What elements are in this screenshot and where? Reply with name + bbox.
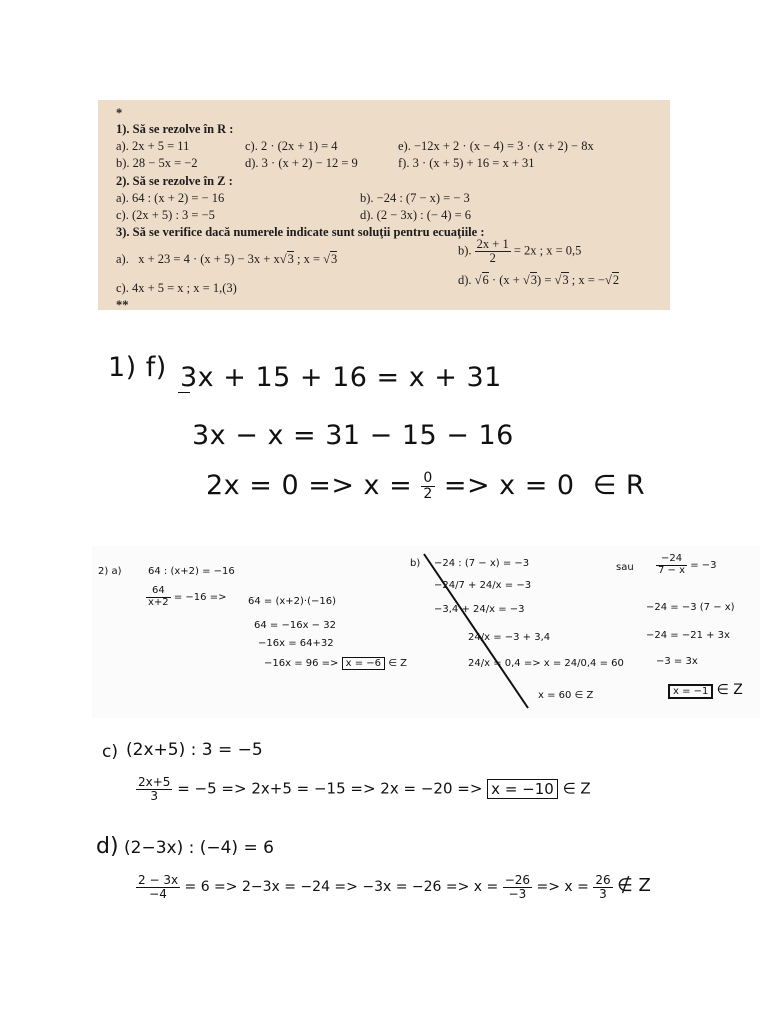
hw2b-sau-fraction <box>656 554 687 576</box>
hw2b-line4: 24/x = −3 + 3,4 <box>468 632 551 643</box>
hw1-label: 1) f) <box>108 352 167 383</box>
hw1-fraction-num: 0 <box>423 470 433 487</box>
equation-2a: a). 64 : (x + 2) = − 16 <box>116 191 225 205</box>
hw3-c-answer-box: x = −10 <box>487 779 558 799</box>
equation-3b <box>458 238 581 265</box>
hw4-d-line2-rest: = 6 => 2−3x = −24 => −3x = −26 => x = <box>184 879 499 896</box>
equation-2c: c). (2x + 5) : 3 = −5 <box>116 208 215 222</box>
hw2b-line3: −3,4 + 24/x = −3 <box>434 604 525 615</box>
hw2a-line4: −16x = 64+32 <box>258 638 334 649</box>
equation-3b-denominator: 2 <box>489 251 496 266</box>
equation-3d: d). √6 · (x + √3) = √3 ; x = −√2 <box>458 273 620 287</box>
equation-3b-rest: = 2x ; x = 0,5 <box>513 243 582 258</box>
equation-3b-numerator: 2x + 1 <box>476 237 509 251</box>
equation-1f: f). 3 · (x + 5) + 16 = x + 31 <box>398 156 535 170</box>
hw2b-sau-fraction-num: −24 <box>656 554 687 566</box>
hw1-line2: 3x − x = 31 − 15 − 16 <box>192 420 514 451</box>
hw2a-fraction <box>146 586 171 608</box>
equation-3d-label: d). <box>458 273 472 287</box>
hw2b-line2: −24/7 + 24/x = −3 <box>434 580 532 591</box>
hw3-c-fraction-den: 3 <box>150 788 159 803</box>
hw2a-line3: 64 = −16x − 32 <box>254 620 336 631</box>
hw1-line3 <box>206 470 645 502</box>
equation-3d-root6: 6 <box>482 273 489 287</box>
hw2b-line1: −24 : (7 − x) = −3 <box>434 558 530 569</box>
hw4-d-label: d) <box>96 834 119 859</box>
hw4-d-fraction2-den: −3 <box>508 886 527 901</box>
hw2b-sau-set: ∈ Z <box>716 682 743 698</box>
star-marker: * <box>116 106 123 120</box>
hw4-d-fraction3-den: 3 <box>599 886 607 901</box>
hw3-c-fraction <box>136 776 172 802</box>
equation-3a-root2: 3 <box>331 252 338 266</box>
hw2a-line5-text: −16x = 96 => <box>264 658 339 669</box>
equation-1c: c). 2 · (2x + 1) = 4 <box>245 139 338 153</box>
hw2a-set: ∈ Z <box>388 658 407 669</box>
textbook-scan <box>98 100 670 310</box>
hw2b-sau-fraction-den: 7 − x <box>658 564 686 576</box>
hw4-d-set: ∉ Z <box>617 875 651 897</box>
hw4-d-arrow: => x = <box>536 879 589 896</box>
hw2a-answer-box: x = −6 <box>342 657 385 670</box>
hw3-c-line2 <box>136 776 591 802</box>
hw1-line3-set: ∈ R <box>592 470 646 501</box>
hw4-d-fraction <box>136 874 180 900</box>
equation-3b-fraction <box>475 238 511 265</box>
equation-3a-sep: ; x = <box>296 252 320 266</box>
hw2a-line5 <box>264 658 407 669</box>
hw3-c-label: c) <box>102 742 118 762</box>
hw4-d-line2 <box>136 874 651 900</box>
equation-3a: a). x + 23 = 4 · (x + 5) − 3x + x√3 ; x = √3 <box>116 252 338 266</box>
hw4-d-fraction-den: −4 <box>149 886 167 901</box>
equation-1d: d). 3 · (x + 2) − 12 = 9 <box>245 156 358 170</box>
hw2a-fraction-num: 64 <box>146 586 171 598</box>
hw2b-sau-line5 <box>668 682 743 698</box>
hw2b-line6: x = 60 ∈ Z <box>538 690 594 701</box>
hw4-d-fraction-num: 2 − 3x <box>138 873 179 887</box>
equation-3d-root3b: 3 <box>562 273 569 287</box>
hw2b-sau-line2: −24 = −3 (7 − x) <box>646 602 735 613</box>
hw4-d-fraction3-num: 26 <box>595 873 611 887</box>
equation-3d-root3: 3 <box>530 273 538 287</box>
hw1-line3-b: => x = 0 <box>443 470 575 501</box>
hw2a-line2-rest: = −16 => <box>173 592 227 603</box>
equation-1a: a). 2x + 5 = 11 <box>116 139 190 153</box>
hw1-underline-mark <box>178 392 190 393</box>
equation-3d-eq: ) = <box>537 273 552 287</box>
equation-3a-root: 3 <box>287 252 294 266</box>
equation-1b: b). 28 − 5x = −2 <box>116 156 198 170</box>
hw3-c-set: ∈ Z <box>562 779 591 798</box>
hw2a-line2b: 64 = (x+2)·(−16) <box>248 596 337 607</box>
equation-3c: c). 4x + 5 = x ; x = 1,(3) <box>116 281 237 295</box>
equation-1e: e). −12x + 2 · (x − 4) = 3 · (x + 2) − 8x <box>398 139 594 153</box>
hw3-c-line2-rest: = −5 => 2x+5 = −15 => 2x = −20 => <box>177 779 483 798</box>
section-1-heading: 1). Să se rezolve în R : <box>116 122 234 136</box>
hw1-fraction-den: 2 <box>423 486 433 502</box>
equation-2d: d). (2 − 3x) : (− 4) = 6 <box>360 208 472 222</box>
section-2-heading: 2). Să se rezolve în Z : <box>116 174 233 188</box>
hw4-d-fraction3 <box>593 874 612 900</box>
hw4-d-fraction2-num: −26 <box>504 873 531 887</box>
hw4-d-fraction2 <box>503 874 532 900</box>
equation-3a-lhs: x + 23 = 4 · (x + 5) − 3x + x <box>138 252 280 266</box>
hw1-line3-a: 2x = 0 => x = <box>206 470 413 501</box>
hw2b-label: b) <box>410 558 421 569</box>
equation-3b-label: b). <box>458 243 472 258</box>
equation-3a-label: a). <box>116 252 129 266</box>
hw2b-sau-line1 <box>656 554 717 576</box>
hw2a-line1: 64 : (x+2) = −16 <box>148 566 235 577</box>
hw3-c-fraction-num: 2x+5 <box>138 775 171 789</box>
equation-3d-root2: 2 <box>612 273 620 287</box>
star-marker-double: ** <box>116 298 129 310</box>
equation-2b: b). −24 : (7 − x) = − 3 <box>360 191 470 205</box>
equation-3d-tail: ; x = − <box>571 273 605 287</box>
hw2b-sau-line3: −24 = −21 + 3x <box>646 630 730 641</box>
section-3-heading: 3). Să se verifice dacă numerele indicate sunt soluţii pentru ecuaţiile : <box>116 225 485 239</box>
hw2b-sau-label: sau <box>616 562 634 573</box>
hw2b-sau-answer-box: x = −1 <box>668 684 713 699</box>
hw2a-line2 <box>146 586 226 608</box>
hw4-d-line1: (2−3x) : (−4) = 6 <box>124 838 274 858</box>
handwritten-photo-2ab <box>92 546 760 718</box>
hw2b-line5: 24/x = 0,4 => x = 24/0,4 = 60 <box>468 658 624 669</box>
hw2a-label: 2) a) <box>98 566 122 577</box>
hw2b-sau-line4: −3 = 3x <box>656 656 698 667</box>
hw1-line1: 3x + 15 + 16 = x + 31 <box>180 362 502 393</box>
hw2a-fraction-den: x+2 <box>148 596 169 608</box>
hw3-c-line1: (2x+5) : 3 = −5 <box>126 740 263 760</box>
hw2b-sau-line1-rest: = −3 <box>690 560 717 571</box>
hw1-fraction <box>421 471 434 501</box>
equation-3d-mid: · (x + <box>491 273 520 287</box>
